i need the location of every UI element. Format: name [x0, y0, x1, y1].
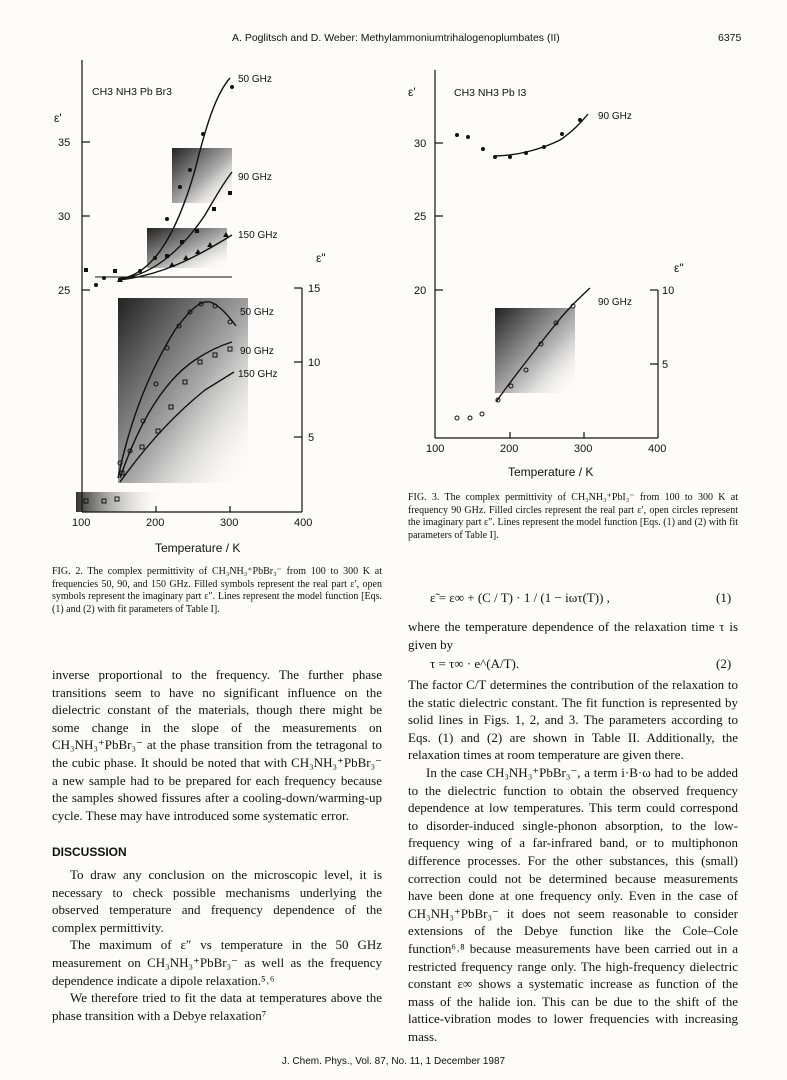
figure-2	[0, 0, 400, 560]
point	[201, 132, 205, 136]
section-heading: DISCUSSION	[52, 845, 127, 859]
point	[94, 283, 98, 287]
figure-2-caption: FIG. 2. The complex permittivity of CH₃NH₃⁺PbBr₃⁻ from 100 to 300 K at frequencies 50, 90, and 150 GHz. Filled symbols represent the real part ε′, open symbols represent the imaginary part ε″. Lines represent the model function [Eqs. (1) and (2) with fit parameters of Table I].	[52, 566, 382, 615]
equation-2-number: (2)	[716, 656, 732, 671]
point	[228, 191, 232, 195]
point	[508, 155, 512, 159]
equation-1	[430, 590, 730, 606]
paragraph: In the case CH₃NH₃⁺PbBr₃⁻, a term i·B·ω had to be added to the dielectric function to obtain the observed frequency dependence at low temperatures. This term could correspond to disorder-induced single-phonon absorption, to the low-frequency wing of a far-infrared band, or to multiphonon difference processes. For the other substances, this (small) correction could not be determined because measurements have been done at one frequency only. Even in the case of CH₃NH₃⁺PbBr₃⁻ it does not seem reasonable to consider extensions of the Debye function like the Cole–Cole function⁶˒⁸ because measurements have been carried out in a restricted frequency range only. The high-frequency dielectric constant ε∞ shows a systematic increase as function of the mass of the halide ion. This can be due to the shift of the lattice-vibration modes to lower frequencies with increasing mass.	[408, 764, 738, 1044]
point	[153, 256, 157, 260]
shading-1	[172, 148, 232, 203]
point	[165, 217, 169, 221]
running-title: A. Poglitsch and D. Weber: Methylammoniumtrihalogenoplumbates (II)	[232, 32, 560, 44]
y-left-label: ε'	[54, 111, 62, 125]
right-tick-label: 10	[308, 357, 321, 369]
x-tick-label: 100	[72, 517, 91, 529]
x-tick-label: 300	[220, 517, 239, 529]
shading-3	[118, 298, 248, 483]
left-tick-label: 35	[58, 137, 71, 149]
curve-label: 90 GHz	[598, 297, 632, 308]
curve-label: 150 GHz	[238, 230, 278, 241]
x-tick-label: 400	[648, 443, 667, 455]
point	[138, 269, 142, 273]
curve-label: 90 GHz	[240, 346, 274, 357]
point	[230, 85, 234, 89]
figure-3-caption: FIG. 3. The complex permittivity of CH₃NH₃⁺PbI₃⁻ from 100 to 300 K at frequency 90 GHz. Filled circles represent the real part ε′, open circles represent the imaginary part ε″. Lines represent the model function [Eqs. (1) and (2) with fit parameters of Table I].	[408, 492, 738, 541]
right-tick-label: 5	[308, 432, 315, 444]
curve-label: 90 GHz	[598, 111, 632, 122]
paragraph: To draw any conclusion on the microscopic level, it is necessary to check possible mechanisms underlying the observed temperature and frequency dependence of the complex permittivity.	[52, 867, 382, 935]
y-left-label: ε'	[408, 85, 416, 99]
page-number: 6375	[718, 32, 742, 44]
left-column	[52, 666, 382, 824]
footer: J. Chem. Phys., Vol. 87, No. 11, 1 December 1987	[281, 1056, 506, 1067]
right-text-1	[408, 618, 738, 653]
point	[466, 135, 470, 139]
point	[195, 229, 199, 233]
shading-2	[147, 228, 227, 268]
point	[165, 254, 169, 258]
curve-real-90	[494, 114, 588, 156]
x-axis-label: Temperature / K	[508, 465, 594, 479]
x-tick-label: 100	[426, 443, 445, 455]
left-tick-label: 20	[414, 285, 427, 297]
x-tick-label: 300	[574, 443, 593, 455]
open-point	[480, 412, 484, 416]
paragraph: inverse proportional to the frequency. The further phase transitions seem to have no significant influence on the dielectric constant of the materials, though there might be some change in the slope of the measurements on CH₃NH₃⁺PbBr₃⁻ at the phase transition from the tetragonal to the cubic phase. It should be noted that with CH₃NH₃⁺PbBr₃⁻ a new sample had to be prepared for each frequency because the samples showed fissures after a cooling-down/warming-up cycle. These may have introduced some systematic error.	[52, 667, 382, 823]
point	[560, 132, 564, 136]
curve-label: 50 GHz	[240, 307, 274, 318]
curve-label: 90 GHz	[238, 172, 272, 183]
right-column	[408, 676, 738, 1045]
left-column-2	[52, 866, 382, 1024]
right-tick-label: 15	[308, 283, 321, 295]
point	[481, 147, 485, 151]
paragraph: where the temperature dependence of the relaxation time τ is given by	[408, 619, 738, 652]
x-tick-label: 200	[500, 443, 519, 455]
paragraph: We therefore tried to fit the data at temperatures above the phase transition with a Debye relaxation⁷	[52, 990, 382, 1023]
x-axis-label: Temperature / K	[155, 541, 241, 555]
point	[84, 268, 88, 272]
equation-1-number: (1)	[716, 590, 732, 605]
point	[493, 155, 497, 159]
x-tick-label: 200	[146, 517, 165, 529]
left-tick-label: 25	[414, 211, 427, 223]
paragraph: The factor C/T determines the contribution of the relaxation to the static dielectric constant. The fit function is represented by solid lines in Figs. 1, 2, and 3. The parameters according to Eqs. (1) and (2) are shown in Table II. Additionally, the relaxation times at room temperature are given there.	[408, 677, 738, 763]
compound-label: CH3 NH3 Pb Br3	[92, 86, 172, 98]
point	[188, 168, 192, 172]
point	[578, 118, 582, 122]
open-point	[455, 416, 459, 420]
equation-1-body: ε̃ = ε∞ + (C / T) · 1 / (1 − iωτ(T)) ,	[430, 590, 610, 605]
point	[102, 276, 106, 280]
figure-3	[400, 0, 787, 480]
shading-4	[76, 492, 166, 512]
compound-label: CH3 NH3 Pb I3	[454, 87, 527, 99]
point	[178, 185, 182, 189]
point	[180, 240, 184, 244]
curve-label: 50 GHz	[238, 74, 272, 85]
y-right-label: ε"	[674, 261, 684, 275]
right-tick-label: 10	[662, 285, 675, 297]
left-tick-label: 25	[58, 285, 71, 297]
right-tick-label: 5	[662, 359, 669, 371]
x-tick-label: 400	[294, 517, 313, 529]
y-right-label: ε"	[316, 251, 326, 265]
left-tick-label: 30	[58, 211, 71, 223]
point	[542, 145, 546, 149]
paragraph: The maximum of ε″ vs temperature in the 50 GHz measurement on CH₃NH₃⁺PbBr₃⁻ as well as the frequency dependence indicate a dipole relaxation.⁵˒⁶	[52, 937, 382, 988]
equation-2: τ = τ∞ · e^(A/T).	[430, 656, 520, 671]
point	[455, 133, 459, 137]
left-tick-label: 30	[414, 138, 427, 150]
point	[524, 151, 528, 155]
curve-label: 150 GHz	[238, 369, 278, 380]
open-point	[468, 416, 472, 420]
point	[113, 269, 117, 273]
point	[212, 207, 216, 211]
